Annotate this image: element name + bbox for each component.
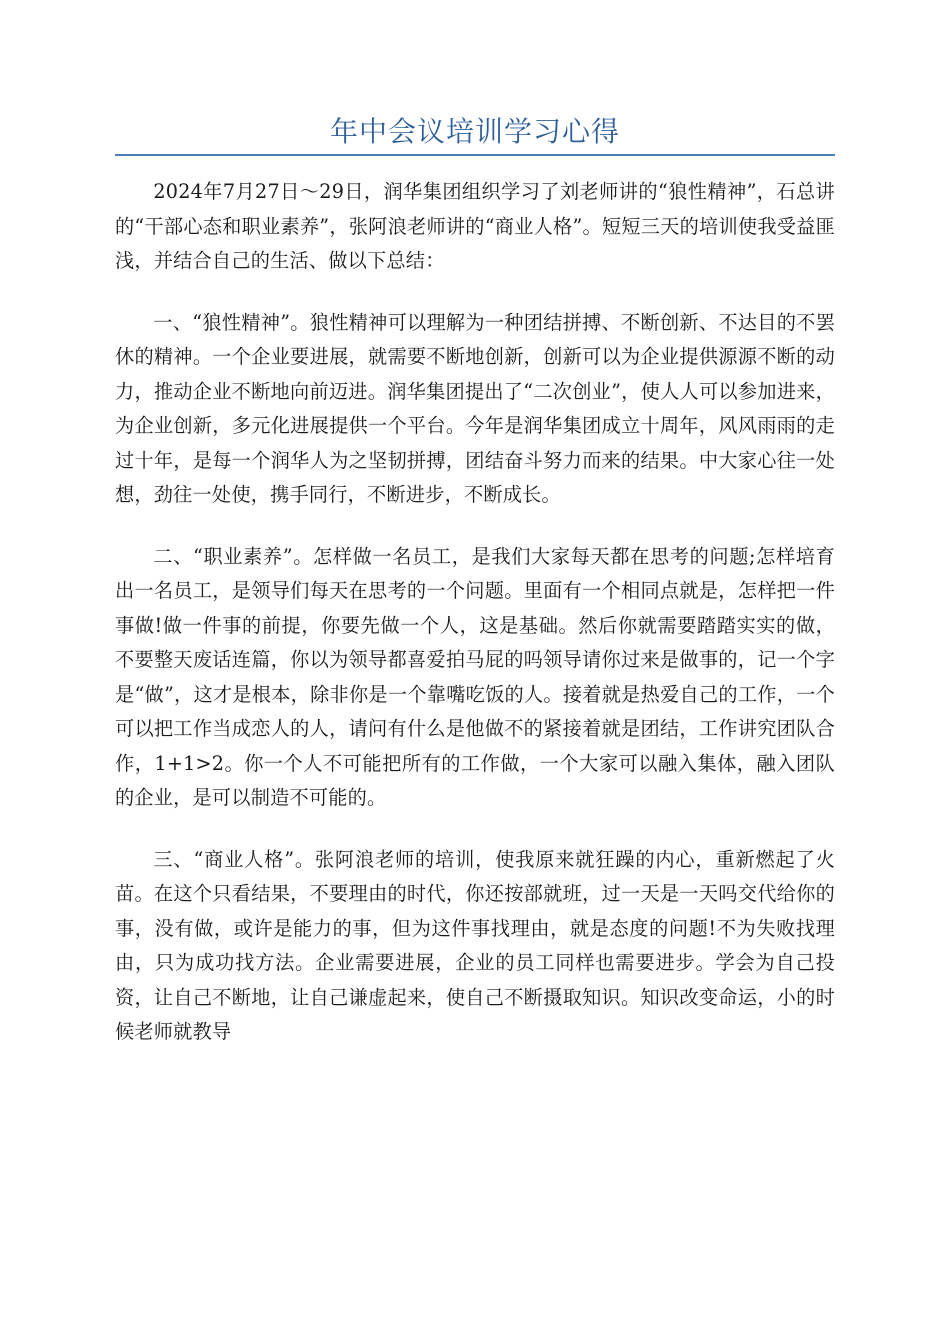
paragraph-professionalism: 二、“职业素养”。怎样做一名员工，是我们大家每天都在思考的问题;怎样培育出一名员工，是领导们每天在思考的一个问题。里面有一个相同点就是，怎样把一件事做!做一件事的前提，你要先做一个人，这是基础。然后你就需要踏踏实实的做，不要整天废话连篇，你以为领导都喜爱拍马屁的吗领导请你过来是做事的，记一个字是“做”，这才是根本，除非你是一个靠嘴吃饭的人。接着就是热爱自己的工作，一个可以把工作当成恋人的人，请问有什么是他做不的紧接着就是团结，工作讲究团队合作，1+1>2。你一个人不可能把所有的工作做，一个大家可以融入集体，融入团队的企业，是可以制造不可能的。 [115,544,835,809]
title-underline [115,154,835,156]
paragraph-wolf-spirit: 一、“狼性精神”。狼性精神可以理解为一种团结拼搏、不断创新、不达目的不罢休的精神。一个企业要进展，就需要不断地创新，创新可以为企业提供源源不断的动力，推动企业不断地向前迈进。润华集团提出了“二次创业”，使人人可以参加进来，为企业创新，多元化进展提供一个平台。今年是润华集团成立十周年，风风雨雨的走过十年，是每一个润华人为之坚韧拼搏，团结奋斗努力而来的结果。中大家心往一处想，劲往一处使，携手同行，不断进步，不断成长。 [115,310,835,506]
document-title: 年中会议培训学习心得 [329,115,620,148]
paragraph-intro: 2024年7月27日～29日，润华集团组织学习了刘老师讲的“狼性精神”，石总讲的“干部心态和职业素养”，张阿浪老师讲的“商业人格”。短短三天的培训使我受益匪浅，并结合自己的生活、做以下总结： [115,180,835,272]
document-body [115,175,835,1077]
paragraph-business-character: 三、“商业人格”。张阿浪老师的培训，使我原来就狂躁的内心，重新燃起了火苗。在这个只看结果，不要理由的时代，你还按部就班，过一天是一天吗交代给你的事，没有做，或许是能力的事，但为这件事找理由，就是态度的问题!不为失败找理由，只为成功找方法。企业需要进展，企业的员工同样也需要进步。学会为自己投资，让自己不断地，让自己谦虚起来，使自己不断摄取知识。知识改变命运，小的时候老师就教导 [115,847,835,1043]
